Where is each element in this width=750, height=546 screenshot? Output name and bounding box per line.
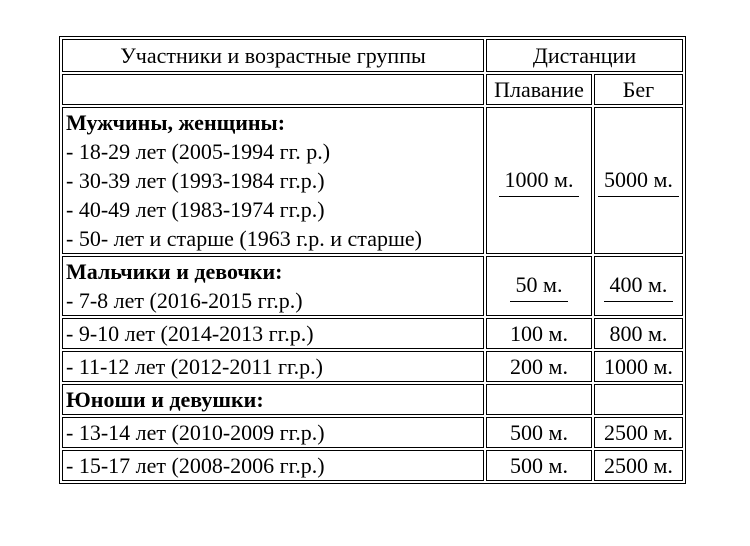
subheader-row — [62, 74, 683, 105]
header-row — [62, 39, 683, 72]
swim-distance: 50 м. — [510, 270, 569, 302]
distances-table — [59, 36, 686, 484]
table-row — [62, 384, 683, 415]
swim-distance: 500 м. — [486, 450, 592, 481]
age-group-line: - 30-39 лет (1993-1984 гг.р.) — [66, 168, 325, 193]
run-distance: 2500 м. — [594, 417, 683, 448]
run-distance: 2500 м. — [594, 450, 683, 481]
swim-cell — [486, 107, 592, 254]
participants-cell: - 15-17 лет (2008-2006 гг.р.) — [62, 450, 484, 481]
swim-cell — [486, 256, 592, 316]
swim-distance: 100 м. — [486, 318, 592, 349]
run-distance — [594, 384, 683, 415]
group-title: Мужчины, женщины: — [66, 110, 286, 135]
group-title: Юноши и девушки: — [62, 384, 484, 415]
participants-cell: - 9-10 лет (2014-2013 гг.р.) — [62, 318, 484, 349]
run-distance: 400 м. — [604, 270, 674, 302]
participants-cell — [62, 256, 484, 316]
run-distance: 1000 м. — [594, 351, 683, 382]
swim-distance: 200 м. — [486, 351, 592, 382]
table-row — [62, 107, 683, 254]
participants-cell — [62, 107, 484, 254]
age-group-line: - 18-29 лет (2005-1994 гг. р.) — [66, 139, 331, 164]
age-group-line: - 40-49 лет (1983-1974 гг.р.) — [66, 197, 325, 222]
group-title: Мальчики и девочки: — [66, 259, 283, 284]
swim-distance: 1000 м. — [499, 165, 580, 197]
run-distance: 800 м. — [594, 318, 683, 349]
header-swimming: Плавание — [486, 74, 592, 105]
table-row — [62, 417, 683, 448]
age-group-line: - 7-8 лет (2016-2015 гг.р.) — [66, 288, 303, 313]
header-running: Бег — [594, 74, 683, 105]
participants-cell: - 11-12 лет (2012-2011 гг.р.) — [62, 351, 484, 382]
age-group-line: - 50- лет и старше (1963 г.р. и старше) — [66, 226, 422, 251]
header-participants: Участники и возрастные группы — [62, 39, 484, 72]
swim-distance — [486, 384, 592, 415]
subheader-empty — [62, 74, 484, 105]
swim-distance: 500 м. — [486, 417, 592, 448]
run-distance: 5000 м. — [598, 165, 679, 197]
table-row — [62, 318, 683, 349]
run-cell — [594, 256, 683, 316]
participants-cell: - 13-14 лет (2010-2009 гг.р.) — [62, 417, 484, 448]
table-row — [62, 450, 683, 481]
header-distances: Дистанции — [486, 39, 683, 72]
table-row — [62, 256, 683, 316]
table-row — [62, 351, 683, 382]
run-cell — [594, 107, 683, 254]
